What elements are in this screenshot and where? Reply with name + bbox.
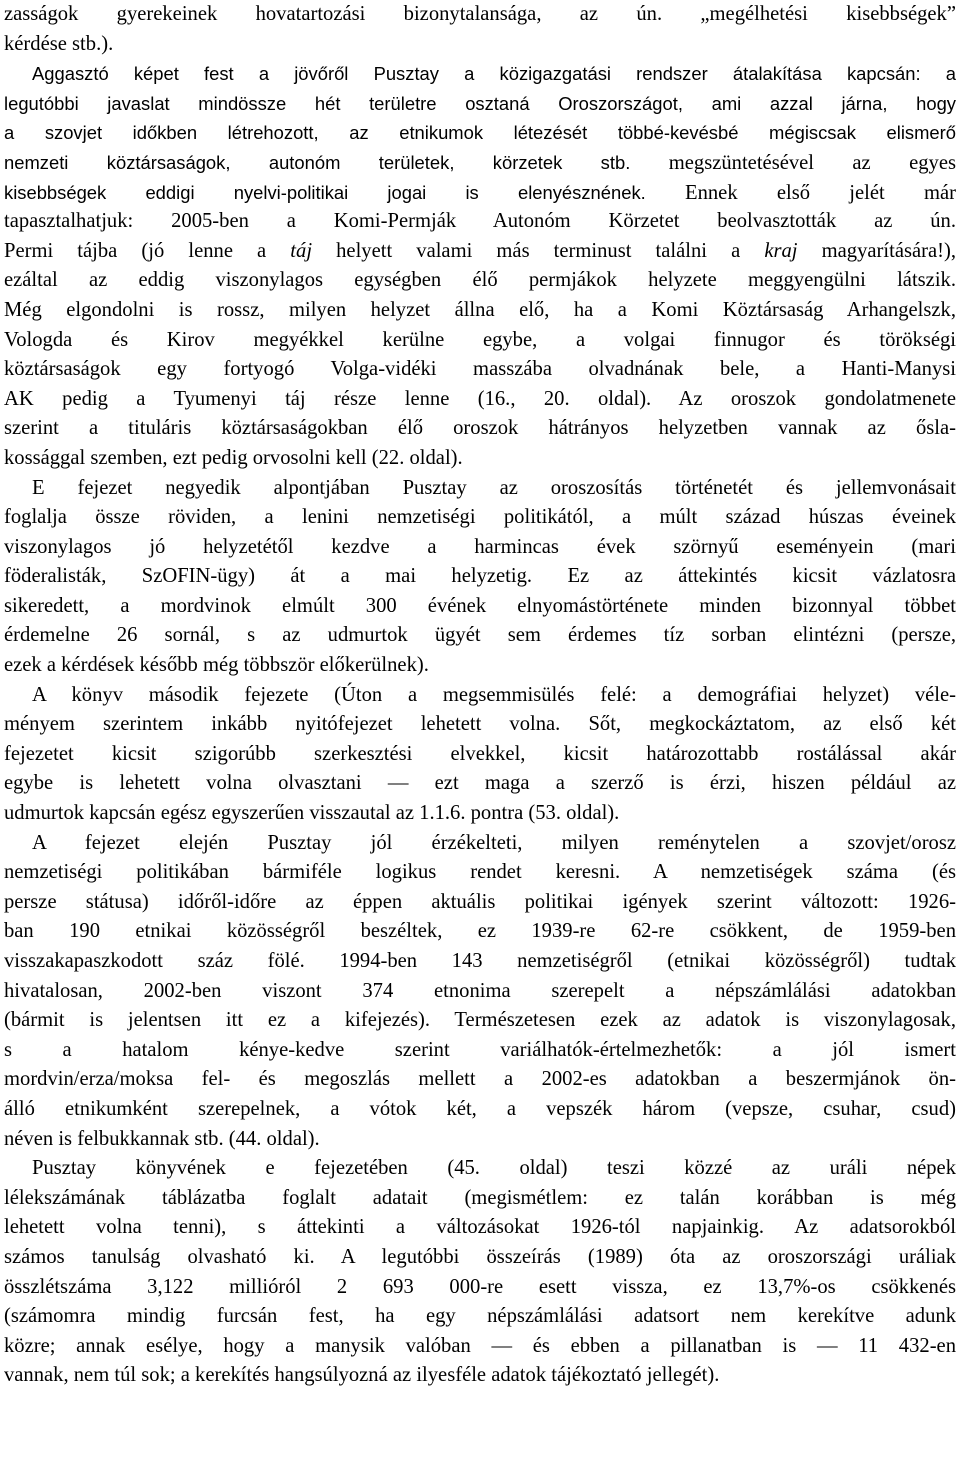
text-line: kérdése stb.).	[4, 32, 114, 55]
text-line: AK pedig a Tyumenyi táj része lenne (16., 20. oldal). Az oroszok gondolatmenete	[4, 387, 956, 410]
text-line: ményem szerintem inkább nyitófejezet lehetett volna. Sőt, megkockáztatom, az első két	[4, 713, 956, 736]
paragraph-first-line: A könyv második fejezete (Úton a megsemmisülés felé: a demográfiai helyzet) véle-	[32, 683, 956, 706]
text-line: ezáltal az eddig viszonylagos egységben élő permjákok helyzete meggyengülni látszik.	[4, 269, 956, 292]
text-span: nemzeti köztársaságok, autonóm területek, körzetek stb.	[4, 151, 631, 173]
text-line: fejezetet kicsit szigorúbb szerkesztési elvekkel, kicsit határozottabb rostálással akár	[4, 742, 956, 765]
paragraph-first-line: Pusztay könyvének e fejezetében (45. oldal) teszi közzé az uráli népek	[32, 1157, 956, 1180]
text-span: helyett valami más terminust találni a	[312, 239, 765, 262]
italic-term: kraj	[764, 239, 798, 262]
text-line: föderalisták, SzOFIN-ügy) át a mai helyzetig. Ez az áttekintés kicsit vázlatosra	[4, 565, 956, 588]
text-line: egybe is lehetett volna olvasztani — ezt maga a szerző is érzi, hiszen például az	[4, 772, 956, 795]
text-line: érdemelne 26 sornál, s az udmurtok ügyét sem érdemes tíz sorban elintézni (persze,	[4, 624, 956, 647]
text-span: megszüntetésével az egyes	[630, 151, 956, 174]
text-line: persze státusa) időről-időre az éppen aktuális politikai igények szerint változott: 1926-	[4, 890, 956, 913]
text-line	[4, 148, 956, 178]
text-line: köztársaságok egy fortyogó Volga-vidéki masszába olvadnának bele, a Hanti-Manysi	[4, 358, 956, 381]
text-line: sikeredett, a mordvinok elmúlt 300 évének elnyomástörténete minden bizonnyal többet	[4, 594, 956, 617]
text-line: lehetett volna tenni), s áttekinti a változásokat 1926-tól napjainkig. Az adatsorokból	[4, 1216, 956, 1239]
text-line: mordvin/erza/moksa fel- és megoszlás mellett a 2002-es adatokban a beszermjánok ön-	[4, 1068, 956, 1091]
text-line: viszonylagos jó helyzetétől kezdve a harmincas évek szörnyű eseményein (mari	[4, 535, 956, 558]
text-line: visszakapaszkodott száz fölé. 1994-ben 143 nemzetiségről (etnikai közösségről) tudtak	[4, 950, 956, 972]
text-line: zasságok gyerekeinek hovatartozási bizonytalansága, az ún. „megélhetési kisebbségek”	[4, 3, 956, 25]
text-line: (bármit is jelentsen itt ez a kifejezés). Természetesen ezek az adatok is viszonylagosak,	[4, 1009, 956, 1032]
text-span: magyarítására!),	[797, 239, 956, 262]
italic-term: táj	[290, 239, 313, 262]
text-line: s a hatalom kénye-kedve szerint variálhatók-értelmezhetők: a jól ismert	[4, 1038, 956, 1061]
text-span: Ennek első jelét már	[645, 181, 956, 204]
paragraph-first-line: A fejezet elején Pusztay jól érzékelteti, milyen reménytelen a szovjet/orosz	[32, 831, 956, 854]
text-line: a szovjet időkben létrehozott, az etnikumok létezését többé-kevésbé mégiscsak elismerő	[4, 122, 956, 144]
text-line: tapasztalhatjuk: 2005-ben a Komi-Permják Autonóm Körzetet beolvasztották az ún.	[4, 210, 956, 233]
text-line: kossággal szemben, ezt pedig orvosolni kell (22. oldal).	[4, 446, 463, 469]
text-line	[4, 178, 956, 208]
text-line: álló etnikumként szerepelnek, a vótok két, a vepszék három (vepsze, csuhar, csud)	[4, 1097, 956, 1120]
paragraph-first-line: E fejezet negyedik alpontjában Pusztay az oroszosítás történetét és jellemvonásait	[32, 476, 956, 499]
text-line: lélekszámának táblázatba foglalt adatait (megismétlem: ez talán korábban is még	[4, 1186, 956, 1209]
text-line: foglalja össze röviden, a lenini nemzetiségi politikától, a múlt század húszas éveinek	[4, 506, 956, 529]
document-page	[4, 0, 956, 1391]
text-line: néven is felbukkannak stb. (44. oldal).	[4, 1127, 320, 1150]
text-line: összlétszáma 3,122 millióról 2 693 000-re esett vissza, ez 13,7%-os csökkenés	[4, 1275, 956, 1298]
text-line: számos tanulság olvasható ki. A legutóbbi összeírás (1989) óta az oroszországi uráliak	[4, 1245, 956, 1268]
text-line: ban 190 etnikai közösségről beszéltek, ez 1939-re 62-re csökkent, de 1959-ben	[4, 920, 956, 943]
paragraph-first-line: Aggasztó képet fest a jövőről Pusztay a közigazgatási rendszer átalakítása kapcsán: a	[32, 63, 956, 85]
text-line: udmurtok kapcsán egész egyszerűen visszautal az 1.1.6. pontra (53. oldal).	[4, 802, 620, 825]
text-span: Permi tájba (jó lenne a	[4, 239, 291, 262]
text-span: kisebbségek eddigi nyelvi-politikai jogai is elenyésznének.	[4, 181, 646, 203]
text-line: ezek a kérdések később még többször előkerülnek).	[4, 654, 429, 677]
text-line	[4, 237, 956, 267]
text-line: Vologda és Kirov megyékkel kerülne egybe, a volgai finnugor és törökségi	[4, 328, 956, 351]
text-line: vannak, nem túl sok; a kerekítés hangsúlyozná az ilyesféle adatok tájékoztató jellegét).	[4, 1364, 720, 1387]
text-line: legutóbbi javaslat mindössze hét területre osztaná Oroszországot, ami azzal járna, hogy	[4, 92, 956, 114]
text-line: közre; annak esélye, hogy a manysik valóban — és ebben a pillanatban is — 11 432-en	[4, 1334, 956, 1357]
text-line: hivatalosan, 2002-ben viszont 374 etnonima szerepelt a népszámlálási adatokban	[4, 979, 956, 1002]
text-line: szerint a tituláris köztársaságokban élő oroszok hátrányos helyzetben vannak az ősla-	[4, 417, 956, 440]
text-line: (számomra mindig furcsán fest, ha egy népszámlálási adatsort nem kerekítve adunk	[4, 1305, 956, 1328]
text-line: Még elgondolni is rossz, milyen helyzet állna elő, ha a Komi Köztársaság Arhangelszk,	[4, 298, 956, 321]
text-line: nemzetiségi politikában bármiféle logikus rendet keresni. A nemzetiségek száma (és	[4, 861, 956, 884]
